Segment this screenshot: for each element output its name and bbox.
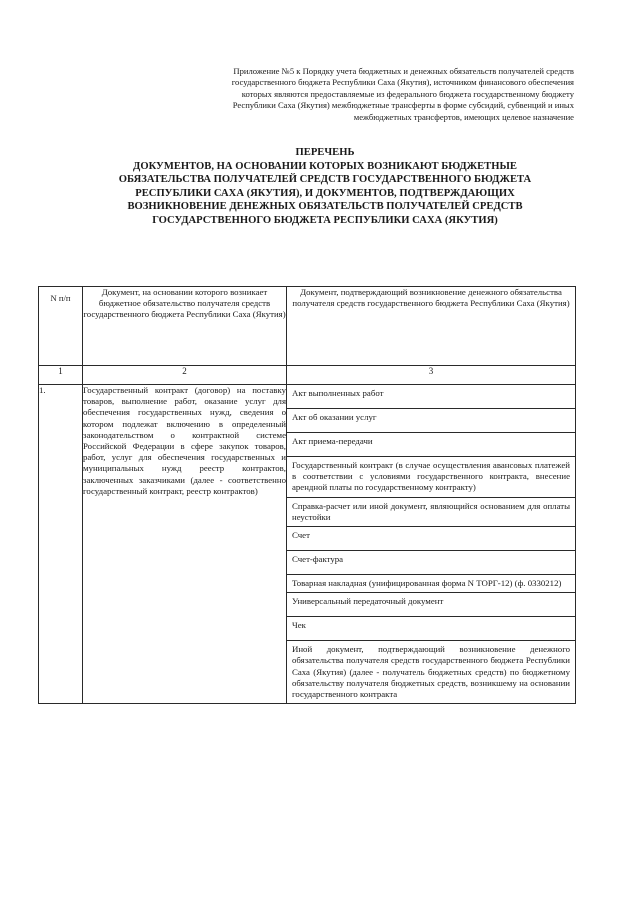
- appendix-line: Приложение №5 к Порядку учета бюджетных и денежных обязательств получателей средств: [233, 66, 574, 76]
- list-item: Чек: [287, 617, 575, 641]
- list-item: Иной документ, подтверждающий возникновение денежного обязательства получателя средств государственного бюджета Республики Саха (Якутия) (далее - получатель бюджетных средств) по бюджетному обязательству получателя бюджетных средств, возникшему на основании государственного контракта: [292, 644, 570, 700]
- table-header-row: [39, 287, 576, 366]
- list-item: Акт об оказании услуг: [287, 409, 575, 433]
- index-cell: 1: [39, 366, 83, 385]
- title-line: ГОСУДАРСТВЕННОГО БЮДЖЕТА РЕСПУБЛИКИ САХА (ЯКУТИЯ): [152, 214, 498, 226]
- confirming-documents-list: [287, 385, 575, 703]
- document-title: [60, 146, 590, 228]
- appendix-line: которых являются предоставляемые из федерального бюджета государственному бюджету: [241, 88, 574, 99]
- basis-document-text: Государственный контракт (договор) на поставку товаров, выполнение работ, оказание услуг для обеспечения государственных нужд, сведения о котором подлежат включению в определенный законодательством о контрактной системе Российской Федерации в сфере закупок товаров, работ, услуг для обеспечения государственных и муниципальных нужд реестр контрактов, заключенных заказчиками (далее - соответственно государственный контракт, реестр контрактов): [83, 385, 286, 496]
- list-item: Счет-фактура: [287, 551, 575, 575]
- list-item: Товарная накладная (унифицированная форма N ТОРГ-12) (ф. 0330212): [287, 575, 575, 593]
- index-cell: 2: [83, 366, 287, 385]
- table-index-row: [39, 366, 576, 385]
- appendix-line: Республики Саха (Якутия) межбюджетные трансферты в форме субсидий, субвенций и иных: [232, 100, 574, 111]
- appendix-line: государственного бюджета Республики Саха (Якутия), источником финансового обеспечения: [231, 77, 574, 88]
- header-basis-document: Документ, на основании которого возникает бюджетное обязательство получателя средств государственного бюджета Республики Саха (Якутия): [83, 287, 287, 366]
- index-cell: 3: [287, 366, 576, 385]
- basis-document-cell: [83, 385, 287, 704]
- row-number: 1.: [39, 385, 83, 704]
- title-line: ОБЯЗАТЕЛЬСТВА ПОЛУЧАТЕЛЕЙ СРЕДСТВ ГОСУДАРСТВЕННОГО БЮДЖЕТА: [118, 174, 532, 186]
- header-num: N п/п: [39, 287, 83, 366]
- documents-table: [38, 286, 576, 704]
- confirming-documents-cell: [287, 385, 576, 704]
- list-item: Акт выполненных работ: [287, 385, 575, 409]
- title-line: РЕСПУБЛИКИ САХА (ЯКУТИЯ), И ДОКУМЕНТОВ, ПОДТВЕРЖДАЮЩИХ: [135, 187, 515, 199]
- title-line: ПЕРЕЧЕНЬ: [295, 147, 355, 158]
- list-item: Акт приема-передачи: [287, 433, 575, 457]
- appendix-header: [92, 66, 574, 123]
- list-item: Государственный контракт (в случае осуществления авансовых платежей в соответствии с условиями государственного контракта, внесение арендной платы по государственному контракту): [287, 457, 575, 498]
- list-item: Счет: [287, 527, 575, 551]
- appendix-line: межбюджетных трансфертов, имеющих целевое назначение: [353, 111, 574, 122]
- header-confirming-document: Документ, подтверждающий возникновение денежного обязательства получателя средств государственного бюджета Республики Саха (Якутия): [287, 287, 576, 366]
- title-line: ВОЗНИКНОВЕНИЕ ДЕНЕЖНЫХ ОБЯЗАТЕЛЬСТВ ПОЛУЧАТЕЛЕЙ СРЕДСТВ: [127, 201, 523, 213]
- list-item: Справка-расчет или иной документ, являющийся основанием для оплаты неустойки: [287, 497, 575, 526]
- title-line: ДОКУМЕНТОВ, НА ОСНОВАНИИ КОТОРЫХ ВОЗНИКАЮТ БЮДЖЕТНЫЕ: [133, 160, 517, 172]
- list-item: Универсальный передаточный документ: [287, 593, 575, 617]
- table-row: [39, 385, 576, 704]
